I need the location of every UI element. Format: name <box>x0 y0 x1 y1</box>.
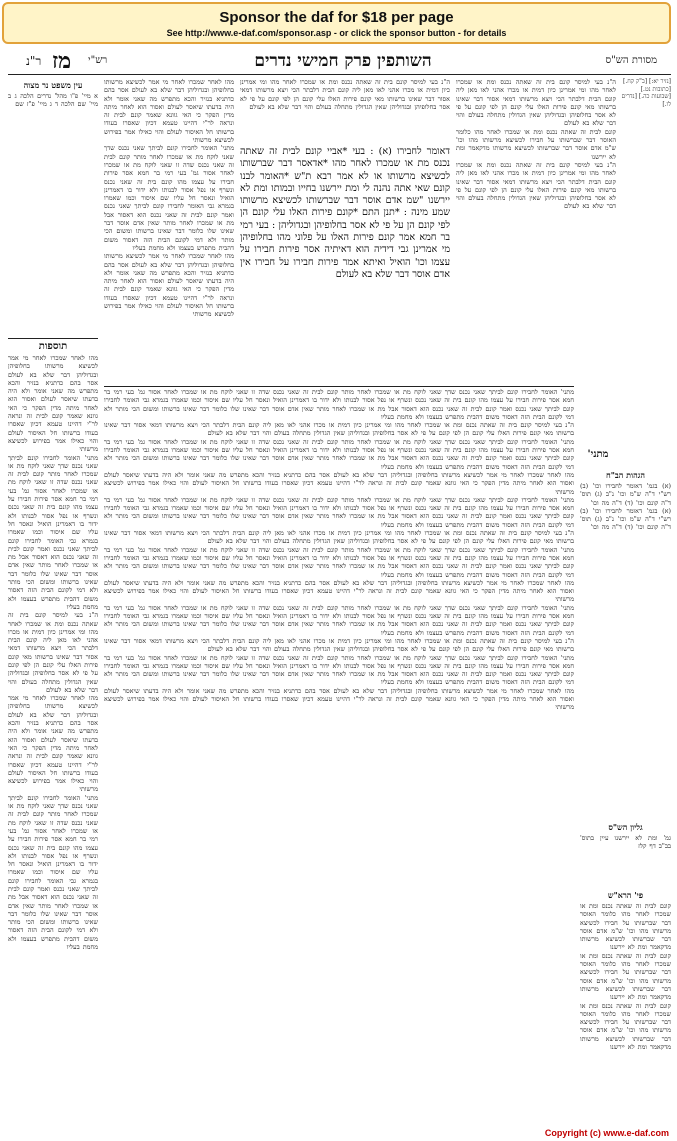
rashi-text: ה"נ בעי למיסר קונם בית זה שאתה נכנס ומת או שמכרו לאחר מהו ומי אמרינן כיון דמית או מכרו אהני לאו מאן ליה קונם הבית דלבתר הכי ויצא מרשותו דמאי אסור דבר שאינו ברשותו מאי קונם פירות האלו עלי קונם הן לפי קונם על פי לא אסר בחלופיהן ובגדוליהן שאין הגדולין מתחלה בעולם והוי דבר שלא בא לעולם <box>456 78 616 128</box>
page-number: מז <box>52 48 72 74</box>
rosh-text-cont: קונם לבית זה שאתה נכנס ומת או שמכרו לאחר מהו כלומר האוסר דבר שברשותו על חבירו לכשיצא מרשותו מהו וכו' ש"מ אדם אוסר דבר שברשותו לכשיצא מרשותו מדקאמר ומת לא יירשנו <box>580 951 671 1002</box>
tosafot-text-cont3: מהו לאחר שמכרו לאחר מי אמר לכשיצא מרשותו בחלופיהן ובגדוליהן דבר שלא בא לעולם אסר בהם כדתניא בנזיר והכא מתפרש מה שאני אומר ולא היה בדעתו שיאסר לעולם ואסור הוא לאחר מיתה מדין הפקר כי האי גוונא שאמר קונם לבית זה ונראה לר"י דהיינו טעמא דכיון שאסרו בעודו ברשותו חל האיסור לעולם והוי כאילו אמר בפירוש לכשיצא מרשותי <box>8 694 98 794</box>
page-header <box>8 48 671 75</box>
lower-text-4: מהו לאחר שמכרו לאחר מי אמר לכשיצא מרשותו בחלופיהן ובגדוליהן דבר שלא בא לעולם אסר בהם כדתניא בנזיר והכא מתפרש מה שאני אומר ולא היה בדעתו שיאסר לעולם ואסור הוא לאחר מיתה מדין הפקר כי האי גוונא שאמר קונם לבית זה ונראה לר"י דהיינו טעמא דכיון שאסרו בעודו ברשותו חל האיסור לעולם והוי כאילו אמר בפירוש לכשיצא מרשותי <box>104 470 574 496</box>
lower-text-3: מתני' האומר לחבירו קונם לביתך שאני נכנס שדך שאני לוקח מת או שמכרו לאחר מותר קונם לבית זה שאני נכנס שדה זו שאני לוקח מת או שמכרו לאחר אסור גמ' בעי רמי בר חמא אסר פירות חבירו על עצמו מהו קונם בית זה שאני נכנס ונשרף או נפל אסור לבנותו ולא ידור בו דאמרינן הואיל ונאסר חל עליו שם איסור וכמו שאמרו בגמרא גבי האומר לחבירו קונם לביתך שאני נכנס ואמר קונם לבית זה שאני נכנס הוא דאסור אבל מת או שמכרו לאחר מותר שאין אדם אוסר דבר שאינו שלו כלומר דבר שאינו ברשותו ומשום הכי מותר ולא דמי לקונם הבית הזה דאסור משום דהבית מתפרש בעצמו ולא מחמת בעליו <box>104 437 574 471</box>
tosafot-inner-text-cont2: מהו לאחר שמכרו לאחר מי אמר לכשיצא מרשותו בחלופיהן ובגדוליהן דבר שלא בא לעולם אסר בהם כדתניא בנזיר והכא מתפרש מה שאני אומר ולא היה בדעתו שיאסר לעולם ואסור הוא לאחר מיתה מדין הפקר כי האי גוונא שאמר קונם לבית זה ונראה לר"י דהיינו טעמא דכיון שאסרו בעודו ברשותו חל האיסור לעולם והוי כאילו אמר בפירוש לכשיצא מרשותי <box>104 252 234 319</box>
lower-text-12: מהו לאחר שמכרו לאחר מי אמר לכשיצא מרשותו בחלופיהן ובגדוליהן דבר שלא בא לעולם אסר בהם כדתניא בנזיר והכא מתפרש מה שאני אומר ולא היה בדעתו שיאסר לעולם ואסור הוא לאחר מיתה מדין הפקר כי האי גוונא שאמר קונם לבית זה ונראה לר"י דהיינו טעמא דכיון שאסרו בעודו ברשותו חל האיסור לעולם והוי כאילו אמר בפירוש לכשיצא מרשותי <box>104 686 574 712</box>
tosafot-text-cont: מתני' האומר לחבירו קונם לביתך שאני נכנס שדך שאני לוקח מת או שמכרו לאחר מותר קונם לבית זה שאני נכנס שדה זו שאני לוקח מת או שמכרו לאחר אסור גמ' בעי רמי בר חמא אסר פירות חבירו על עצמו מהו קונם בית זה שאני נכנס ונשרף או נפל אסור לבנותו ולא ידור בו דאמרינן הואיל ונאסר חל עליו שם איסור וכמו שאמרו בגמרא גבי האומר לחבירו קונם לביתך שאני נכנס ואמר קונם לבית זה שאני נכנס הוא דאסור אבל מת או שמכרו לאחר מותר שאין אדם אוסר דבר שאינו שלו כלומר דבר שאינו ברשותו ומשום הכי מותר ולא דמי לקונם הבית הזה דאסור משום דהבית מתפרש בעצמו ולא מחמת בעליו <box>8 453 98 611</box>
tosafot-label: תוספות <box>38 341 68 352</box>
tosafot-text: מהו לאחר שמכרו לאחר מי אמר לכשיצא מרשותו בחלופיהן ובגדוליהן דבר שלא בא לעולם אסר בהם כדתניא בנזיר והכא מתפרש מה שאני אומר ולא היה בדעתו שיאסר לעולם ואסור הוא לאחר מיתה מדין הפקר כי האי גוונא שאמר קונם לבית זה ונראה לר"י דהיינו טעמא דכיון שאסרו בעודו ברשותו חל האיסור לעולם והוי כאילו אמר בפירוש לכשיצא מרשותי <box>8 354 98 454</box>
gilyon-column <box>580 820 671 870</box>
mishnah-label: מתני' <box>587 449 609 460</box>
hagahot-text-cont: (א) בגמ' דאומר לחבירו וכו' (ב) רש"י ד"ה ש"מ וכו' נ"ב (ג) תוס' ד"ה קונם וכו' (ד) ד"ה מה וכו' <box>580 506 671 532</box>
sponsor-banner[interactable] <box>2 2 671 44</box>
header-rashi-abbrev: ר"נ <box>26 54 42 68</box>
tosafot-text-cont2: ה"נ בעי למיסר קונם בית זה שאתה נכנס ומת או שמכרו לאחר מהו ומי אמרינן כיון דמית או מכרו אהני לאו מאן ליה קונם הבית דלבתר הכי ויצא מרשותו דמאי אסור דבר שאינו ברשותו מאי קונם פירות האלו עלי קונם הן לפי קונם על פי לא אסר בחלופיהן ובגדוליהן שאין הגדולין מתחלה בעולם והוי דבר שלא בא לעולם <box>8 611 98 694</box>
section-divider <box>104 386 574 387</box>
gemara-main-block <box>240 146 450 386</box>
gilyon-text: גמ' ומת לא יירשנו עיין בתוס' בב"ב דף קלז <box>580 834 671 851</box>
gilyon-label: גליון הש"ס <box>608 822 643 832</box>
lower-text-11: מתני' האומר לחבירו קונם לביתך שאני נכנס שדך שאני לוקח מת או שמכרו לאחר מותר קונם לבית זה שאני נכנס שדה זו שאני לוקח מת או שמכרו לאחר אסור גמ' בעי רמי בר חמא אסר פירות חבירו על עצמו מהו קונם בית זה שאני נכנס ונשרף או נפל אסור לבנותו ולא ידור בו דאמרינן הואיל ונאסר חל עליו שם איסור וכמו שאמרו בגמרא גבי האומר לחבירו קונם לביתך שאני נכנס ואמר קונם לבית זה שאני נכנס הוא דאסור אבל מת או שמכרו לאחר מותר שאין אדם אוסר דבר שאינו שלו כלומר דבר שאינו ברשותו ומשום הכי מותר ולא דמי לקונם הבית הזה דאסור משום דהבית מתפרש בעצמו ולא מחמת בעליו <box>104 653 574 687</box>
lower-text-1: מתני' האומר לחבירו קונם לביתך שאני נכנס שדך שאני לוקח מת או שמכרו לאחר מותר קונם לבית זה שאני נכנס שדה זו שאני לוקח מת או שמכרו לאחר אסור גמ' בעי רמי בר חמא אסר פירות חבירו על עצמו מהו קונם בית זה שאני נכנס ונשרף או נפל אסור לבנותו ולא ידור בו דאמרינן הואיל ונאסר חל עליו שם איסור וכמו שאמרו בגמרא גבי האומר לחבירו קונם לביתך שאני נכנס ואמר קונם לבית זה שאני נכנס הוא דאסור אבל מת או שמכרו לאחר מותר שאין אדם אוסר דבר שאינו שלו כלומר דבר שאינו ברשותו ומשום הכי מותר ולא דמי לקונם הבית הזה דאסור משום דהבית מתפרש בעצמו ולא מחמת בעליו <box>104 388 574 421</box>
rosh-column <box>580 888 671 1108</box>
masoret-text: [נזיר יא:] [ב"ק קח.] [כתובות נט.] [שבועות כה.] [נדרים לו.] <box>621 78 671 108</box>
lower-text-9: מתני' האומר לחבירו קונם לביתך שאני נכנס שדך שאני לוקח מת או שמכרו לאחר מותר קונם לבית זה שאני נכנס שדה זו שאני לוקח מת או שמכרו לאחר אסור גמ' בעי רמי בר חמא אסר פירות חבירו על עצמו מהו קונם בית זה שאני נכנס ונשרף או נפל אסור לבנותו ולא ידור בו דאמרינן הואיל ונאסר חל עליו שם איסור וכמו שאמרו בגמרא גבי האומר לחבירו קונם לביתך שאני נכנס ואמר קונם לבית זה שאני נכנס הוא דאסור אבל מת או שמכרו לאחר מותר שאין אדם אוסר דבר שאינו שלו כלומר דבר שאינו ברשותו ומשום הכי מותר ולא דמי לקונם הבית הזה דאסור משום דהבית מתפרש בעצמו ולא מחמת בעליו <box>104 603 574 637</box>
rashi-text-cont2: ה"נ בעי למיסר קונם בית זה שאתה נכנס ומת או שמכרו לאחר מהו ומי אמרינן כיון דמית או מכרו אהני לאו מאן ליה קונם הבית דלבתר הכי ויצא מרשותו דמאי אסור דבר שאינו ברשותו מאי קונם פירות האלו עלי קונם הן לפי קונם על פי לא אסר בחלופיהן ובגדוליהן שאין הגדולין מתחלה בעולם והוי דבר שלא בא לעולם <box>456 160 616 211</box>
lower-text-8: מהו לאחר שמכרו לאחר מי אמר לכשיצא מרשותו בחלופיהן ובגדוליהן דבר שלא בא לעולם אסר בהם כדתניא בנזיר והכא מתפרש מה שאני אומר ולא היה בדעתו שיאסר לעולם ואסור הוא לאחר מיתה מדין הפקר כי האי גוונא שאמר קונם לבית זה ונראה לר"י דהיינו טעמא דכיון שאסרו בעודו ברשותו חל האיסור לעולם והוי כאילו אמר בפירוש לכשיצא מרשותי <box>104 578 574 604</box>
lower-commentary-block <box>104 388 574 1108</box>
rashi-top-strip <box>240 78 450 142</box>
sponsor-title: Sponsor the daf for $18 per page <box>219 9 454 26</box>
header-right-label: מסורת הש"ס <box>605 55 657 66</box>
hagahot-label: הגהות הב"ח <box>606 470 645 480</box>
rosh-label: פי' הרא"ש <box>607 890 644 900</box>
talmud-page <box>8 48 671 1123</box>
rosh-text-cont2: קונם לבית זה שאתה נכנס ומת או שמכרו לאחר מהו כלומר האוסר דבר שברשותו על חבירו לכשיצא מרשותו מהו וכו' ש"מ אדם אוסר דבר שברשותו לכשיצא מרשותו מדקאמר ומת לא יירשנו <box>580 1001 671 1052</box>
lower-text-10: ה"נ בעי למיסר קונם בית זה שאתה נכנס ומת או שמכרו לאחר מהו ומי אמרינן כיון דמית או מכרו אהני לאו מאן ליה קונם הבית דלבתר הכי ויצא מרשותו דמאי אסור דבר שאינו ברשותו מאי קונם פירות האלו עלי קונם הן לפי קונם על פי לא אסר בחלופיהן ובגדוליהן שאין הגדולין מתחלה בעולם והוי דבר שלא בא לעולם <box>104 636 574 654</box>
chapter-title: השותפין פרק חמישי נדרים <box>254 51 432 71</box>
sponsor-subtitle: See http://www.e-daf.com/sponsor.asp - or click the sponsor button - for details <box>166 28 507 38</box>
rashi-top-text: ה"נ בעי למיסר קונם בית זה שאתה נכנס ומת או שמכרו לאחר מהו ומי אמרינן כיון דמית או מכרו אהני לאו מאן ליה קונם הבית דלבתר הכי ויצא מרשותו דמאי אסור דבר שאינו ברשותו מאי קונם פירות האלו עלי קונם הן לפי קונם על פי לא אסר בחלופיהן ובגדוליהן שאין הגדולין מתחלה בעולם והוי דבר שלא בא לעולם <box>240 78 450 111</box>
lower-text-5: מתני' האומר לחבירו קונם לביתך שאני נכנס שדך שאני לוקח מת או שמכרו לאחר מותר קונם לבית זה שאני נכנס שדה זו שאני לוקח מת או שמכרו לאחר אסור גמ' בעי רמי בר חמא אסר פירות חבירו על עצמו מהו קונם בית זה שאני נכנס ונשרף או נפל אסור לבנותו ולא ידור בו דאמרינן הואיל ונאסר חל עליו שם איסור וכמו שאמרו בגמרא גבי האומר לחבירו קונם לביתך שאני נכנס ואמר קונם לבית זה שאני נכנס הוא דאסור אבל מת או שמכרו לאחר מותר שאין אדם אוסר דבר שאינו שלו כלומר דבר שאינו ברשותו ומשום הכי מותר ולא דמי לקונם הבית הזה דאסור משום דהבית מתפרש בעצמו ולא מחמת בעליו <box>104 495 574 529</box>
divider <box>8 338 98 339</box>
ein-mishpat-label: עין משפט נר מצוה <box>23 80 83 90</box>
lower-text-2: ה"נ בעי למיסר קונם בית זה שאתה נכנס ומת או שמכרו לאחר מהו ומי אמרינן כיון דמית או מכרו אהני לאו מאן ליה קונם הבית דלבתר הכי ויצא מרשותו דמאי אסור דבר שאינו ברשותו מאי קונם פירות האלו עלי קונם הן לפי קונם על פי לא אסר בחלופיהן ובגדוליהן שאין הגדולין מתחלה בעולם והוי דבר שלא בא לעולם <box>104 421 574 438</box>
lower-text-7: מתני' האומר לחבירו קונם לביתך שאני נכנס שדך שאני לוקח מת או שמכרו לאחר מותר קונם לבית זה שאני נכנס שדה זו שאני לוקח מת או שמכרו לאחר אסור גמ' בעי רמי בר חמא אסר פירות חבירו על עצמו מהו קונם בית זה שאני נכנס ונשרף או נפל אסור לבנותו ולא ידור בו דאמרינן הואיל ונאסר חל עליו שם איסור וכמו שאמרו בגמרא גבי האומר לחבירו קונם לביתך שאני נכנס ואמר קונם לבית זה שאני נכנס הוא דאסור אבל מת או שמכרו לאחר מותר שאין אדם אוסר דבר שאינו שלו כלומר דבר שאינו ברשותו ומשום הכי מותר ולא דמי לקונם הבית הזה דאסור משום דהבית מתפרש בעצמו ולא מחמת בעליו <box>104 545 574 579</box>
tosafot-inner-text-cont: מתני' האומר לחבירו קונם לביתך שאני נכנס שדך שאני לוקח מת או שמכרו לאחר מותר קונם לבית זה שאני נכנס שדה זו שאני לוקח מת או שמכרו לאחר אסור גמ' בעי רמי בר חמא אסר פירות חבירו על עצמו מהו קונם בית זה שאני נכנס ונשרף או נפל אסור לבנותו ולא ידור בו דאמרינן הואיל ונאסר חל עליו שם איסור וכמו שאמרו בגמרא גבי האומר לחבירו קונם לביתך שאני נכנס ואמר קונם לבית זה שאני נכנס הוא דאסור אבל מת או שמכרו לאחר מותר שאין אדם אוסר דבר שאינו שלו כלומר דבר שאינו ברשותו ומשום הכי מותר ולא דמי לקונם הבית הזה דאסור משום דהבית מתפרש בעצמו ולא מחמת בעליו <box>104 144 234 252</box>
tosafot-column <box>8 340 98 1110</box>
masoret-hashas-column <box>620 78 671 378</box>
gemara-main-text: דאומר לחבירו (א) : בעי *אביי קונם לבית זה שאתה נכנס מת או שמכרו לאחר מהו *אדאסר דבר שברשותו לכשיצא מרשותו או לא אמר רבא ת"ש *האומר לבנו קונם שאי אתה נהנה לי ומת יירשנו בחייו ובמותו ומת לא יירשנו "שמ אדם אוסר דבר שברשותו לכשיצא מרשותו שמע מינה : *תנן התם *קונם פירות האלו עלי קונם הן לפי קונם הן על פי לא אסר בחלופיהן ובגדוליהן : בעי רמי בר חמא אמר קונם פירות האלו על פלוני מהו בחלופיהן מי אמרינן גבי דידיה הוא דאיתיה אסר פירות חבירו על עצמו וכו' הואיל ואיתא אמר פירות חבירו על חבירו אין אדם אוסר דבר שלא בא לעולם <box>240 146 450 280</box>
rosh-text: קונם לבית זה שאתה נכנס ומת או שמכרו לאחר מהו כלומר האוסר דבר שברשותו על חבירו לכשיצא מרשותו מהו וכו' ש"מ אדם אוסר דבר שברשותו לכשיצא מרשותו מדקאמר ומת לא יירשנו <box>580 902 671 952</box>
copyright-footer[interactable]: Copyright (c) www.e-daf.com <box>544 1128 669 1138</box>
lower-text-6: ה"נ בעי למיסר קונם בית זה שאתה נכנס ומת או שמכרו לאחר מהו ומי אמרינן כיון דמית או מכרו אהני לאו מאן ליה קונם הבית דלבתר הכי ויצא מרשותו דמאי אסור דבר שאינו ברשותו מאי קונם פירות האלו עלי קונם הן לפי קונם על פי לא אסר בחלופיהן ובגדוליהן שאין הגדולין מתחלה בעולם והוי דבר שלא בא לעולם <box>104 529 574 546</box>
ein-mishpat-column <box>8 78 98 164</box>
hagahot-text: (א) בגמ' דאומר לחבירו וכו' (ב) רש"י ד"ה ש"מ וכו' נ"ב (ג) תוס' ד"ה קונם וכו' (ד) ד"ה מה וכו' <box>580 482 671 507</box>
mishnah-label-box <box>578 448 618 464</box>
ein-mishpat-text: א מיי' פ"ו מהל' נדרים הלכה ג ב מיי' שם הלכה ד ג מיי' פ"ז שם <box>8 92 98 109</box>
tosafot-inner-text: מהו לאחר שמכרו לאחר מי אמר לכשיצא מרשותו בחלופיהן ובגדוליהן דבר שלא בא לעולם אסר בהם כדתניא בנזיר והכא מתפרש מה שאני אומר ולא היה בדעתו שיאסר לעולם ואסור הוא לאחר מיתה מדין הפקר כי האי גוונא שאמר קונם לבית זה ונראה לר"י דהיינו טעמא דכיון שאסרו בעודו ברשותו חל האיסור לעולם והוי כאילו אמר בפירוש לכשיצא מרשותי <box>104 78 234 145</box>
rashi-column <box>456 78 616 378</box>
tosafot-text-cont4: מתני' האומר לחבירו קונם לביתך שאני נכנס שדך שאני לוקח מת או שמכרו לאחר מותר קונם לבית זה שאני נכנס שדה זו שאני לוקח מת או שמכרו לאחר אסור גמ' בעי רמי בר חמא אסר פירות חבירו על עצמו מהו קונם בית זה שאני נכנס ונשרף או נפל אסור לבנותו ולא ידור בו דאמרינן הואיל ונאסר חל עליו שם איסור וכמו שאמרו בגמרא גבי האומר לחבירו קונם לביתך שאני נכנס ואמר קונם לבית זה שאני נכנס הוא דאסור אבל מת או שמכרו לאחר מותר שאין אדם אוסר דבר שאינו שלו כלומר דבר שאינו ברשותו ומשום הכי מותר ולא דמי לקונם הבית הזה דאסור משום דהבית מתפרש בעצמו ולא מחמת בעליו <box>8 793 98 952</box>
header-left-label: רש"י <box>88 55 108 66</box>
hagahot-column <box>580 468 671 668</box>
rashi-text-cont: קונם לבית זה שאתה נכנס ומת או שמכרו לאחר מהו כלומר האוסר דבר שברשותו על חבירו לכשיצא מרשותו מהו וכו' ש"מ אדם אוסר דבר שברשותו לכשיצא מרשותו מדקאמר ומת לא יירשנו <box>456 127 616 161</box>
